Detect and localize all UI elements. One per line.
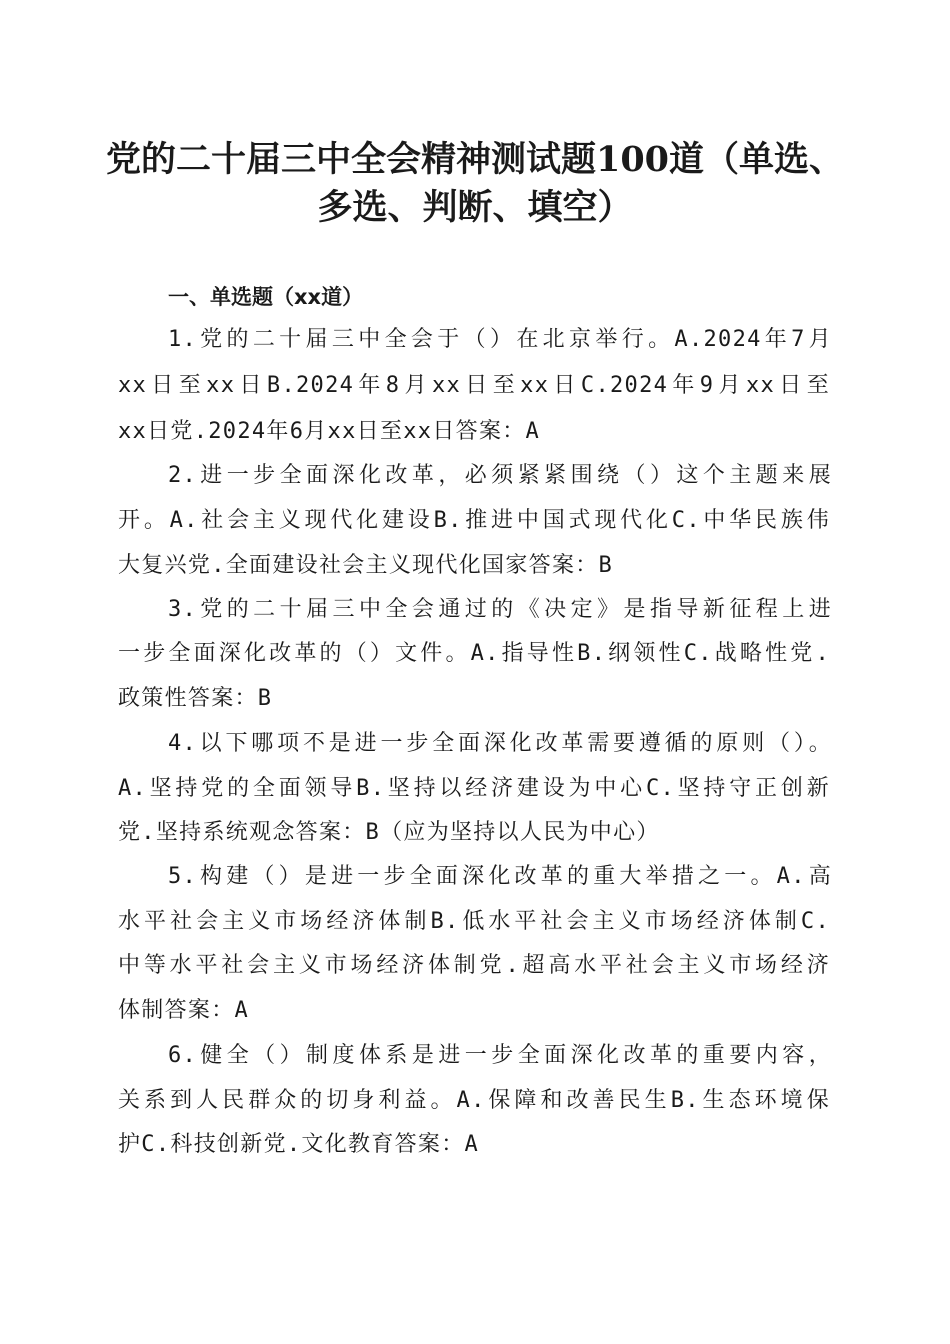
question-line: 中等水平社会主义市场经济体制党.超高水平社会主义市场经济 — [118, 953, 830, 978]
document-title-line-2: 多选、判断、填空） — [317, 187, 633, 228]
question-line: 水平社会主义市场经济体制B.低水平社会主义市场经济体制C. — [118, 909, 830, 934]
question-line: 开。A.社会主义现代化建设B.推进中国式现代化C.中华民族伟 — [118, 508, 830, 533]
question-line: 大复兴党.全面建设社会主义现代化国家答案：B — [118, 553, 614, 578]
document-title-line-1: 党的二十届三中全会精神测试题100道（单选、 — [105, 139, 845, 180]
question-line: 一步全面深化改革的（）文件。A.指导性B.纲领性C.战略性党. — [118, 641, 830, 666]
question-line: A.坚持党的全面领导B.坚持以经济建设为中心C.坚持守正创新 — [118, 776, 830, 801]
question-line: 5.构建（）是进一步全面深化改革的重大举措之一。A.高 — [168, 864, 832, 889]
question-line: 4.以下哪项不是进一步全面深化改革需要遵循的原则（）。 — [168, 731, 832, 756]
question-line: 护C.科技创新党.文化教育答案：A — [118, 1132, 480, 1157]
question-line: 1.党的二十届三中全会于（）在北京举行。A.2024年7月 — [168, 327, 832, 352]
question-line: xx日党.2024年6月xx日至xx日答案：A — [118, 419, 541, 444]
question-line: 体制答案：A — [118, 998, 250, 1023]
question-line: 党.坚持系统观念答案：B（应为坚持以人民为中心） — [118, 820, 660, 845]
question-line: 6.健全（）制度体系是进一步全面深化改革的重要内容， — [168, 1043, 832, 1068]
section-heading: 一、单选题（xx道） — [168, 285, 364, 309]
question-line: 3.党的二十届三中全会通过的《决定》是指导新征程上进 — [168, 597, 832, 622]
question-line: 政策性答案：B — [118, 686, 273, 711]
question-line: 关系到人民群众的切身利益。A.保障和改善民生B.生态环境保 — [118, 1088, 830, 1113]
question-line: 2.进一步全面深化改革，必须紧紧围绕（）这个主题来展 — [168, 463, 832, 488]
question-line: xx日至xx日B.2024年8月xx日至xx日C.2024年9月xx日至 — [118, 373, 830, 398]
